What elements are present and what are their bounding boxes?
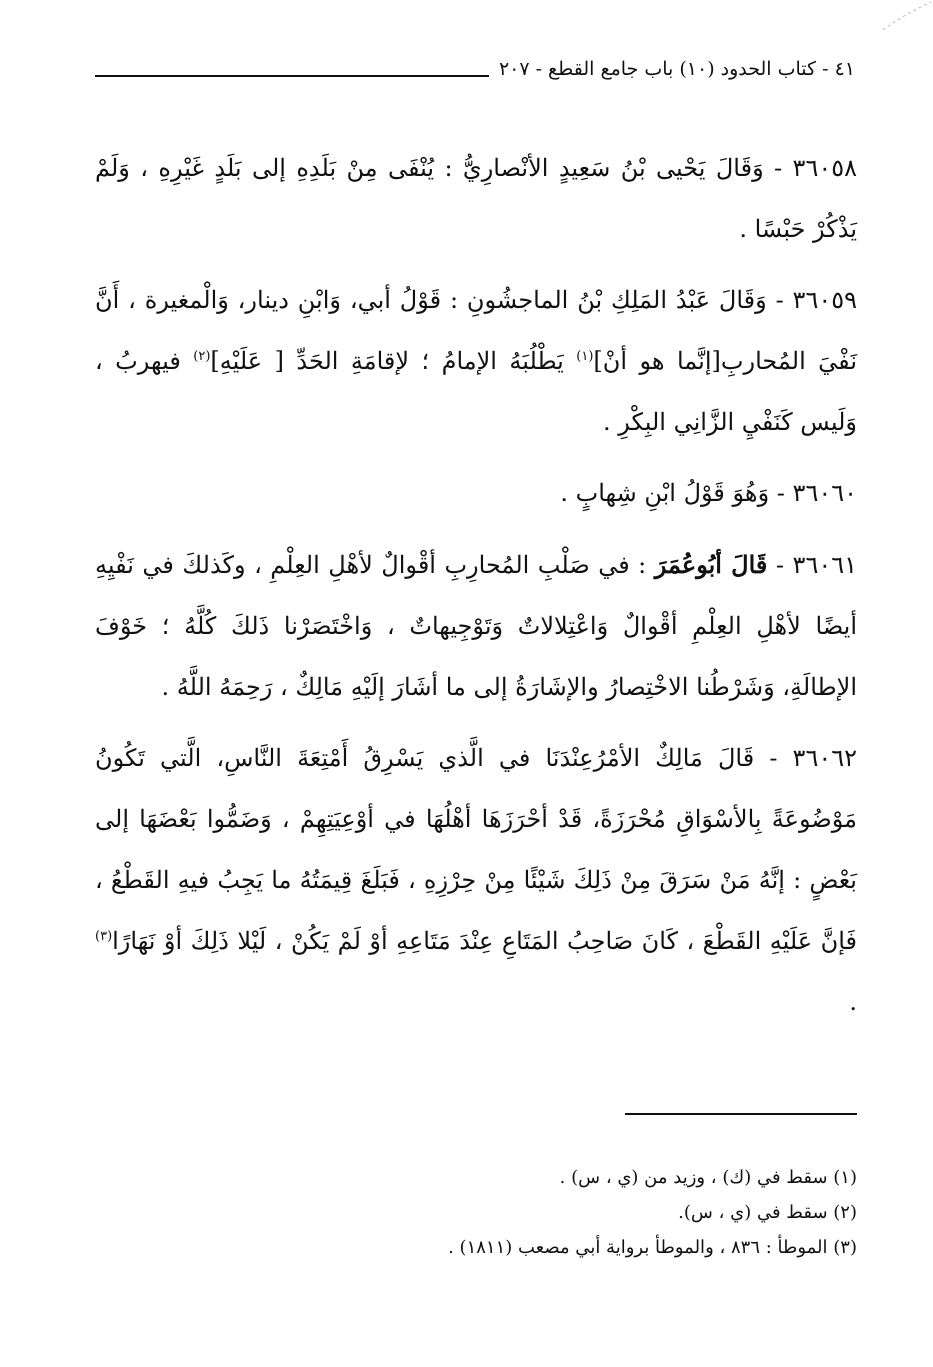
paragraph-text: وَهُوَ قَوْلُ ابْنِ شِهابٍ .	[560, 479, 770, 507]
paragraph-36059	[95, 270, 857, 453]
paragraph-number: ٣٦٠٥٩ -	[775, 286, 857, 314]
paragraph-36058	[95, 138, 857, 260]
footnote-1: (١) سقط في (ك) ، وزيد من (ي ، س) .	[559, 1167, 857, 1188]
running-header	[95, 58, 855, 80]
main-text	[95, 138, 857, 1043]
paragraph-number: ٣٦٠٦٢ -	[769, 744, 857, 772]
paragraph-number: ٣٦٠٥٨ -	[774, 154, 857, 182]
paragraph-text: : في صَلْبِ المُحارِبِ أقْوالٌ لأهْلِ العِلْمِ ، وكَذلكَ في نَفْيِهِ أيضًا لأهْلِ العِلْمِ أقْوالٌ وَاعْتِلالاتٌ وَتَوْجِيهاتٌ ، وَاخْتَصَرْنا ذَلكَ كُلَّهُ ؛ خَوْفَ الإطالَةِ، وَشَرْطُنا الاخْتِصارُ والإشَارَةُ إلى ما أشَارَ إلَيْهِ مَالِكٌ ، رَحِمَهُ اللَّهُ .	[95, 551, 857, 701]
paragraph-36060	[95, 463, 857, 524]
paragraph-36061	[95, 534, 857, 718]
footnotes	[95, 1160, 857, 1265]
footnote-separator	[625, 1113, 857, 1115]
paragraph-text: فيهربُ ، وَلَيس كَنَفْيِ الزَّانِي البِكْرِ .	[95, 347, 857, 436]
paragraph-text: وَقَالَ يَحْيى بْنُ سَعِيدٍ الأنْصارِيُّ : يُنْفَى مِنْ بَلَدِهِ إلى بَلَدٍ غَيْرِهِ ، وَلَمْ يَذْكُرْ حَبْسًا .	[95, 154, 857, 243]
footnote-2: (٢) سقط في (ي ، س).	[678, 1202, 857, 1223]
footnote-ref-3[interactable]: (٣)	[95, 929, 113, 944]
speaker-name: قَالَ أبُوعُمَرَ	[654, 550, 768, 579]
paragraph-text: قَالَ مَالِكٌ الأمْرُعِنْدَنَا في الَّذي يَسْرِقُ أَمْتِعَةَ النَّاسِ، الَّتي تَكُونُ مَوْضُوعَةً بِالأسْوَاقِ مُحْرَزَةً، قَدْ أحْرَزَهَا أهْلُهَا في أوْعِيَتِهِمْ ، وَضَمُّوا بَعْضَهَا إلى بَعْضٍ : إنَّهُ مَنْ سَرَقَ مِنْ ذَلِكَ شَيْئًا مِنْ حِرْزِهِ ، فَبَلَغَ قِيمَتُهُ ما يَجِبُ فيهِ القَطْعُ ، فَإنَّ عَلَيْهِ القَطْعَ ، كَانَ صَاحِبُ المَتَاعِ عِنْدَ مَتَاعِهِ أوْ لَمْ يَكُنْ ، لَيْلا ذَلِكَ أوْ نَهَارًا	[95, 744, 857, 955]
paragraph-number: ٣٦٠٦٠ -	[776, 479, 857, 507]
paragraph-36062	[95, 728, 857, 1033]
corner-scan-mark	[863, 0, 933, 40]
paragraph-text: يَطْلُبَهُ الإمامُ ؛ لإقامَةِ الحَدِّ [ عَلَيْهِ]	[210, 347, 577, 375]
footnote-ref-2[interactable]: (٢)	[193, 349, 211, 364]
paragraph-text: .	[849, 988, 857, 1016]
footnote-3: (٣) الموطأ : ٨٣٦ ، والموطأ برواية أبي مصعب (١٨١١) .	[448, 1237, 857, 1258]
header-rule	[95, 75, 489, 77]
paragraph-number: ٣٦٠٦١ -	[775, 551, 857, 579]
paragraph-text: وَقَالَ عَبْدُ المَلِكِ بْنُ الماجشُونِ : قَوْلُ أبي، وَابْنِ دينار، وَالْمغيرة ، أَنَّ نَفْيَ المُحاربِ[إنَّما هو أنْ]	[95, 286, 857, 375]
footnote-ref-1[interactable]: (١)	[576, 349, 594, 364]
running-title: ٤١ - كتاب الحدود (١٠) باب جامع القطع - ٢٠٧	[498, 58, 855, 80]
